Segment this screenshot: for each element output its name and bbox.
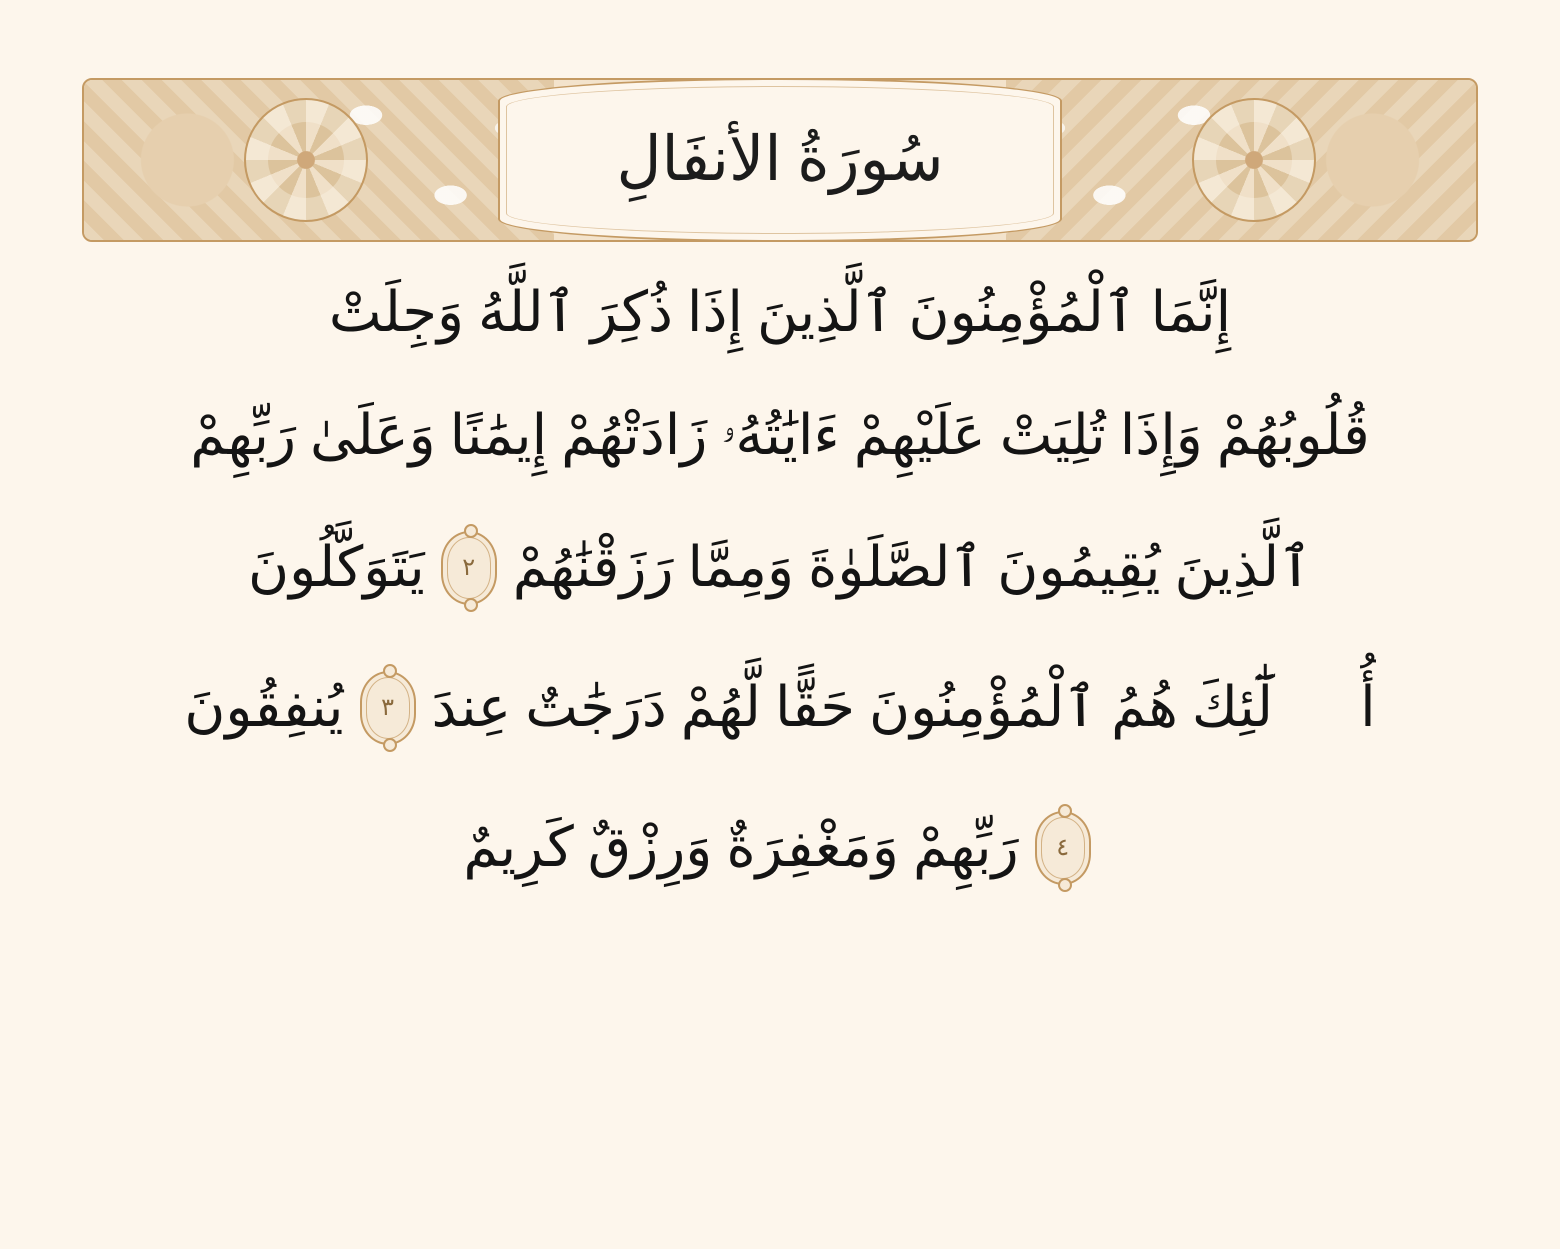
ayah-text: ٱلَّذِينَ يُقِيمُونَ ٱلصَّلَوٰةَ وَمِمَّا رَزَقْنَٰهُمْ — [512, 536, 1312, 599]
surah-title-cartouche — [498, 78, 1062, 242]
ayah-number-marker-3[interactable] — [360, 671, 416, 745]
ayah-line-4 — [78, 671, 1482, 745]
medallion-tip-top-icon — [1058, 804, 1072, 818]
ayah-line-3 — [78, 531, 1482, 605]
ayah-text: رَبِّهِمْ وَمَغْفِرَةٌ وَرِزْقٌ كَرِيمٌ — [463, 816, 1019, 879]
medallion-tip-bottom-icon — [464, 598, 478, 612]
mushaf-text-body — [78, 282, 1482, 885]
medallion-tip-top-icon — [464, 524, 478, 538]
ayah-number-marker-2[interactable] — [441, 531, 497, 605]
floral-rosette-icon-left — [244, 98, 368, 222]
floral-rosette-icon-right — [1192, 98, 1316, 222]
ayah-line-1 — [78, 282, 1482, 344]
ayah-line-5 — [78, 811, 1482, 885]
medallion-tip-bottom-icon — [1058, 878, 1072, 892]
surah-header-banner — [82, 78, 1478, 242]
ayah-text: يَتَوَكَّلُونَ — [248, 536, 425, 599]
ayah-number-marker-4[interactable] — [1035, 811, 1091, 885]
ayah-number-label: ٣ — [381, 694, 394, 721]
ayah-number-label: ٤ — [1056, 834, 1070, 861]
ayah-number-label: ٢ — [462, 554, 476, 581]
ayah-text: أُو۟لَٰٓئِكَ هُمُ ٱلْمُؤْمِنُونَ حَقًّا لَّهُمْ دَرَجَٰتٌ عِندَ — [431, 676, 1376, 739]
medallion-tip-bottom-icon — [383, 738, 397, 752]
ayah-text: قُلُوبُهُمْ وَإِذَا تُلِيَتْ عَلَيْهِمْ ءَايَٰتُهُۥ زَادَتْهُمْ إِيمَٰنًا وَعَلَىٰ رَبِّهِمْ — [190, 405, 1370, 468]
ayah-text: إِنَّمَا ٱلْمُؤْمِنُونَ ٱلَّذِينَ إِذَا ذُكِرَ ٱللَّهُ وَجِلَتْ — [328, 282, 1232, 344]
ayah-line-2 — [78, 405, 1482, 468]
medallion-tip-top-icon — [383, 664, 397, 678]
surah-title: سُورَةُ الأنفَالِ — [616, 125, 944, 194]
ayah-text: يُنفِقُونَ — [184, 676, 344, 739]
